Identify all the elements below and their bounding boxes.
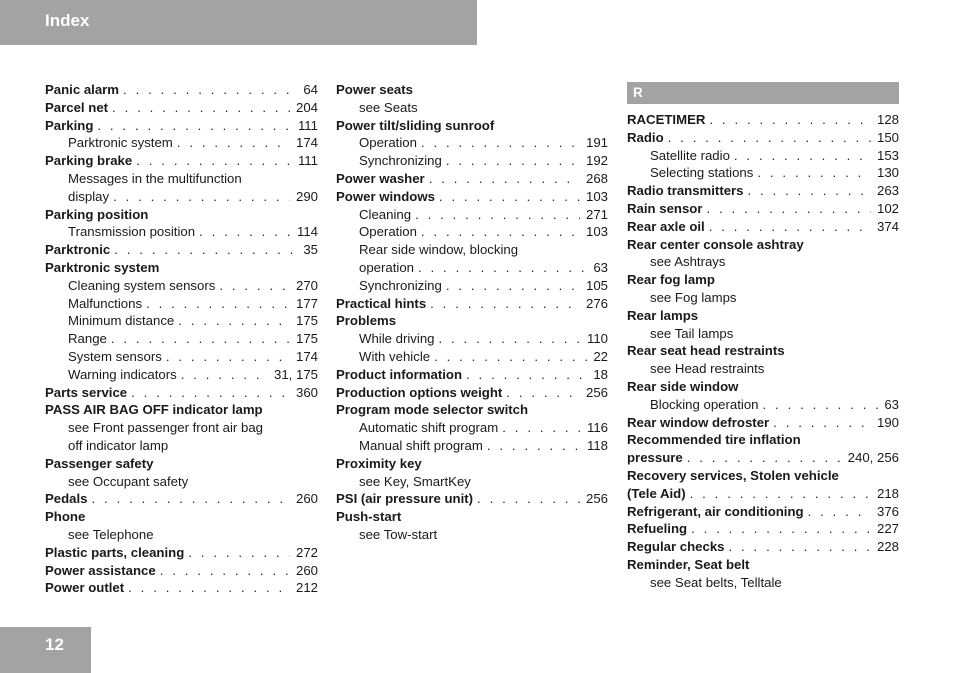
dot-leader [435,330,581,348]
index-entry [45,241,318,259]
dot-leader [107,330,290,348]
entry-label: Regular checks [627,539,725,555]
dot-leader [759,396,879,414]
entry-label: Minimum distance [68,313,175,329]
entry-page-number: 204 [295,99,318,115]
index-entry [627,378,899,396]
entry-label: Product information [336,366,463,382]
index-subentry [336,526,608,544]
entry-page-number: 174 [295,135,318,151]
index-subentry [336,152,608,170]
entry-label: Rear side window [627,378,739,394]
index-subentry [45,330,318,348]
entry-label: Reminder, Seat belt [627,556,750,572]
entry-page-number: 130 [876,165,899,181]
entry-label: Refrigerant, air conditioning [627,503,804,519]
index-entry [45,117,318,135]
entry-label: Operation [359,135,417,151]
page-number-tab [0,627,91,673]
entry-label: Rear window defroster [627,414,770,430]
entry-page-number: 22 [593,348,608,364]
index-subentry [336,437,608,455]
entry-label: Practical hints [336,295,427,311]
dot-leader [414,259,587,277]
entry-page-number: 18 [593,366,608,382]
entry-label: Power windows [336,188,435,204]
index-subentry [45,437,318,455]
entry-label: Automatic shift program [359,420,499,436]
dot-leader [730,147,871,165]
index-entry [627,414,899,432]
index-entry [336,366,608,384]
entry-label: see Ashtrays [650,254,726,270]
entry-label: pressure [627,450,683,466]
entry-label: Parts service [45,384,128,400]
entry-page-number: 177 [295,295,318,311]
index-subentry [336,99,608,117]
dot-leader [110,241,297,259]
dot-leader [127,384,290,402]
index-entry [45,455,318,473]
entry-label: Parcel net [45,99,109,115]
index-subentry [627,289,899,307]
index-subentry [627,147,899,165]
dot-leader [744,182,871,200]
index-entry [627,129,899,147]
entry-label: Radio transmitters [627,183,744,199]
index-subentry [45,170,318,188]
dot-leader [88,490,290,508]
entry-label: Push-start [336,509,402,525]
index-entry [45,384,318,402]
entry-label: Panic alarm [45,82,120,97]
entry-page-number: 191 [585,135,608,151]
entry-label: Cleaning system sensors [68,277,216,293]
entry-page-number: 374 [876,218,899,234]
index-subentry [336,330,608,348]
entry-page-number: 63 [884,396,899,412]
index-subentry [627,325,899,343]
dot-leader [473,490,580,508]
index-entry [627,556,899,574]
entry-label: Passenger safety [45,455,154,471]
entry-label: Refueling [627,521,688,537]
entry-label: see Fog lamps [650,289,737,305]
entry-page-number: 190 [876,414,899,430]
entry-label: Range [68,331,107,347]
dot-leader [174,312,290,330]
page-number: 12 [45,635,64,654]
dot-leader [725,538,871,556]
entry-label: Power tilt/sliding sunroof [336,117,495,133]
index-column-1 [45,81,318,597]
entry-label: see Seat belts, Telltale [650,574,782,590]
dot-leader [753,164,871,182]
entry-page-number: 272 [295,544,318,560]
entry-label: Selecting stations [650,165,754,181]
header-bar [0,0,477,45]
entry-label: Blocking operation [650,396,759,412]
dot-leader [119,81,297,99]
entry-label: (Tele Aid) [627,485,686,501]
entry-label: RACETIMER [627,112,706,127]
entry-page-number: 103 [585,188,608,204]
dot-leader [703,200,871,218]
index-entry [45,259,318,277]
index-column-2 [336,81,608,544]
dot-leader [156,562,290,580]
dot-leader [426,295,580,313]
entry-label: display [68,188,110,204]
dot-leader [184,544,290,562]
index-entry [336,170,608,188]
index-subentry [45,419,318,437]
entry-label: Operation [359,224,417,240]
dot-leader [173,134,290,152]
entry-label: PSI (air pressure unit) [336,491,474,507]
entry-page-number: 218 [876,485,899,501]
entry-label: Power washer [336,170,425,186]
entry-label: Parking [45,117,94,133]
index-entry [627,218,899,236]
entry-label: Transmission position [68,224,196,240]
page-title: Index [45,11,90,30]
entry-page-number: 260 [295,562,318,578]
dot-leader [417,223,580,241]
entry-label: Rear seat head restraints [627,343,785,359]
entry-label: see Front passenger front air bag [68,420,263,436]
dot-leader [430,348,587,366]
entry-page-number: 64 [303,82,318,97]
dot-leader [124,579,290,597]
entry-label: Phone [45,509,86,525]
index-subentry [45,526,318,544]
dot-leader [411,206,580,224]
dot-leader [462,366,587,384]
dot-leader [425,170,580,188]
index-entry [627,467,899,485]
entry-label: Pedals [45,491,88,507]
entry-label: Parktronic system [45,259,160,275]
index-entry [45,401,318,419]
index-subentry [336,348,608,366]
entry-page-number: 228 [876,539,899,555]
index-entry [627,485,899,503]
entry-label: see Tail lamps [650,325,734,341]
entry-label: Power assistance [45,562,156,578]
entry-page-number: 212 [295,580,318,596]
index-subentry [627,164,899,182]
entry-label: While driving [359,331,435,347]
entry-page-number: 227 [876,521,899,537]
entry-label: Power outlet [45,580,125,596]
dot-leader [417,134,580,152]
index-entry [45,579,318,597]
index-subentry [336,223,608,241]
index-subentry [336,419,608,437]
entry-page-number: 63 [593,259,608,275]
dot-leader [142,295,290,313]
entry-label: Manual shift program [359,437,483,453]
entry-label: Rear center console ashtray [627,236,804,252]
entry-label: Rear fog lamp [627,272,715,288]
dot-leader [177,366,268,384]
dot-leader [442,152,580,170]
entry-label: Rain sensor [627,200,703,216]
index-column-3 [627,82,899,592]
dot-leader [215,277,290,295]
entry-label: Radio [627,129,664,145]
entry-label: Satellite radio [650,147,730,163]
index-entry [627,111,899,129]
entry-label: see Occupant safety [68,473,189,489]
index-subentry [627,396,899,414]
entry-page-number: 240, 256 [847,450,899,466]
entry-page-number: 111 [297,153,318,169]
dot-leader [498,419,581,437]
entry-page-number: 360 [295,384,318,400]
entry-label: see Head restraints [650,361,765,377]
entry-page-number: 192 [585,153,608,169]
entry-page-number: 376 [876,503,899,519]
index-subentry [45,134,318,152]
dot-leader [435,188,580,206]
entry-label: Power seats [336,82,413,97]
entry-label: Messages in the multifunction [68,170,242,186]
entry-page-number: 290 [295,188,318,204]
entry-label: see Telephone [68,526,154,542]
dot-leader [804,503,871,521]
index-entry [45,152,318,170]
index-entry [336,455,608,473]
entry-page-number: 110 [586,331,608,347]
index-entry [627,200,899,218]
index-entry [45,99,318,117]
entry-page-number: 35 [303,242,318,258]
dot-leader [705,218,871,236]
entry-label: Parking position [45,206,149,222]
dot-leader [109,188,290,206]
entry-page-number: 153 [876,147,899,163]
index-entry [336,384,608,402]
entry-page-number: 256 [585,384,608,400]
index-entry [45,544,318,562]
entry-label: see Key, SmartKey [359,473,471,489]
entry-label: Rear side window, blocking [359,242,519,258]
entry-label: PASS AIR BAG OFF indicator lamp [45,402,263,418]
index-subentry [336,134,608,152]
entry-page-number: 111 [297,117,318,133]
entry-page-number: 175 [295,313,318,329]
entry-page-number: 114 [296,224,318,240]
dot-leader [483,437,581,455]
entry-label: Parking brake [45,153,133,169]
index-entry [627,342,899,360]
entry-page-number: 271 [585,206,608,222]
entry-page-number: 174 [295,348,318,364]
index-entry [45,562,318,580]
index-entry [45,81,318,99]
index-entry [627,431,899,449]
entry-page-number: 268 [585,170,608,186]
index-entry [336,295,608,313]
index-subentry [336,473,608,491]
entry-label: Proximity key [336,455,422,471]
entry-label: Rear axle oil [627,218,705,234]
entry-page-number: 103 [585,224,608,240]
dot-leader [705,111,871,129]
dot-leader [683,449,842,467]
entry-page-number: 260 [295,491,318,507]
entry-label: Recommended tire inflation [627,432,801,448]
index-entry [627,307,899,325]
index-subentry [45,277,318,295]
entry-label: see Seats [359,99,418,115]
entry-label: Synchronizing [359,277,442,293]
dot-leader [664,129,871,147]
entry-page-number: 270 [295,277,318,293]
index-entry [45,490,318,508]
entry-page-number: 175 [295,331,318,347]
dot-leader [162,348,290,366]
entry-label: Recovery services, Stolen vehicle [627,467,839,483]
index-entry [627,520,899,538]
dot-leader [93,117,292,135]
index-subentry [336,206,608,224]
index-subentry [627,574,899,592]
index-entry [627,449,899,467]
index-subentry [336,277,608,295]
index-subentry [45,473,318,491]
index-subentry [627,360,899,378]
index-subentry [45,295,318,313]
index-subentry [45,348,318,366]
index-subentry [45,366,318,384]
dot-leader [108,99,290,117]
index-subentry [45,312,318,330]
entry-page-number: 118 [586,437,608,453]
dot-leader [502,384,580,402]
entry-page-number: 105 [585,277,608,293]
index-entry [627,182,899,200]
entry-label: Synchronizing [359,153,442,169]
dot-leader [442,277,580,295]
index-entry [336,81,608,99]
index-entry [336,401,608,419]
entry-label: Problems [336,313,397,329]
index-entry [336,188,608,206]
entry-page-number: 102 [876,200,899,216]
entry-label: Malfunctions [68,295,143,311]
index-entry [627,503,899,521]
index-entry [336,490,608,508]
index-entry [627,236,899,254]
index-entry [45,508,318,526]
dot-leader [132,152,292,170]
entry-label: Plastic parts, cleaning [45,544,185,560]
index-entry [45,206,318,224]
index-entry [336,508,608,526]
entry-page-number: 31, 175 [274,366,318,382]
index-entry [627,271,899,289]
entry-label: Warning indicators [68,366,177,382]
entry-label: Cleaning [359,206,412,222]
entry-label: see Tow-start [359,526,438,542]
entry-page-number: 150 [876,129,899,145]
entry-label: Parktronic [45,242,111,258]
entry-label: operation [359,259,414,275]
dot-leader [195,223,291,241]
dot-leader [769,414,871,432]
index-entry [627,538,899,556]
entry-label: off indicator lamp [68,437,169,453]
entry-label: With vehicle [359,348,431,364]
entry-label: System sensors [68,348,162,364]
index-entry [336,117,608,135]
entry-label: Rear lamps [627,307,699,323]
section-letter: R [633,85,643,100]
index-entry [336,312,608,330]
dot-leader [687,520,871,538]
index-subentry [45,223,318,241]
index-subentry [627,253,899,271]
index-subentry [336,241,608,259]
section-header [627,82,899,104]
entry-page-number: 256 [585,491,608,507]
entry-page-number: 116 [586,420,608,436]
entry-label: Parktronic system [68,135,173,151]
entry-page-number: 128 [876,112,899,127]
entry-label: Program mode selector switch [336,402,529,418]
entry-page-number: 263 [876,183,899,199]
index-subentry [45,188,318,206]
index-subentry [336,259,608,277]
entry-page-number: 276 [585,295,608,311]
dot-leader [686,485,871,503]
entry-label: Production options weight [336,384,503,400]
